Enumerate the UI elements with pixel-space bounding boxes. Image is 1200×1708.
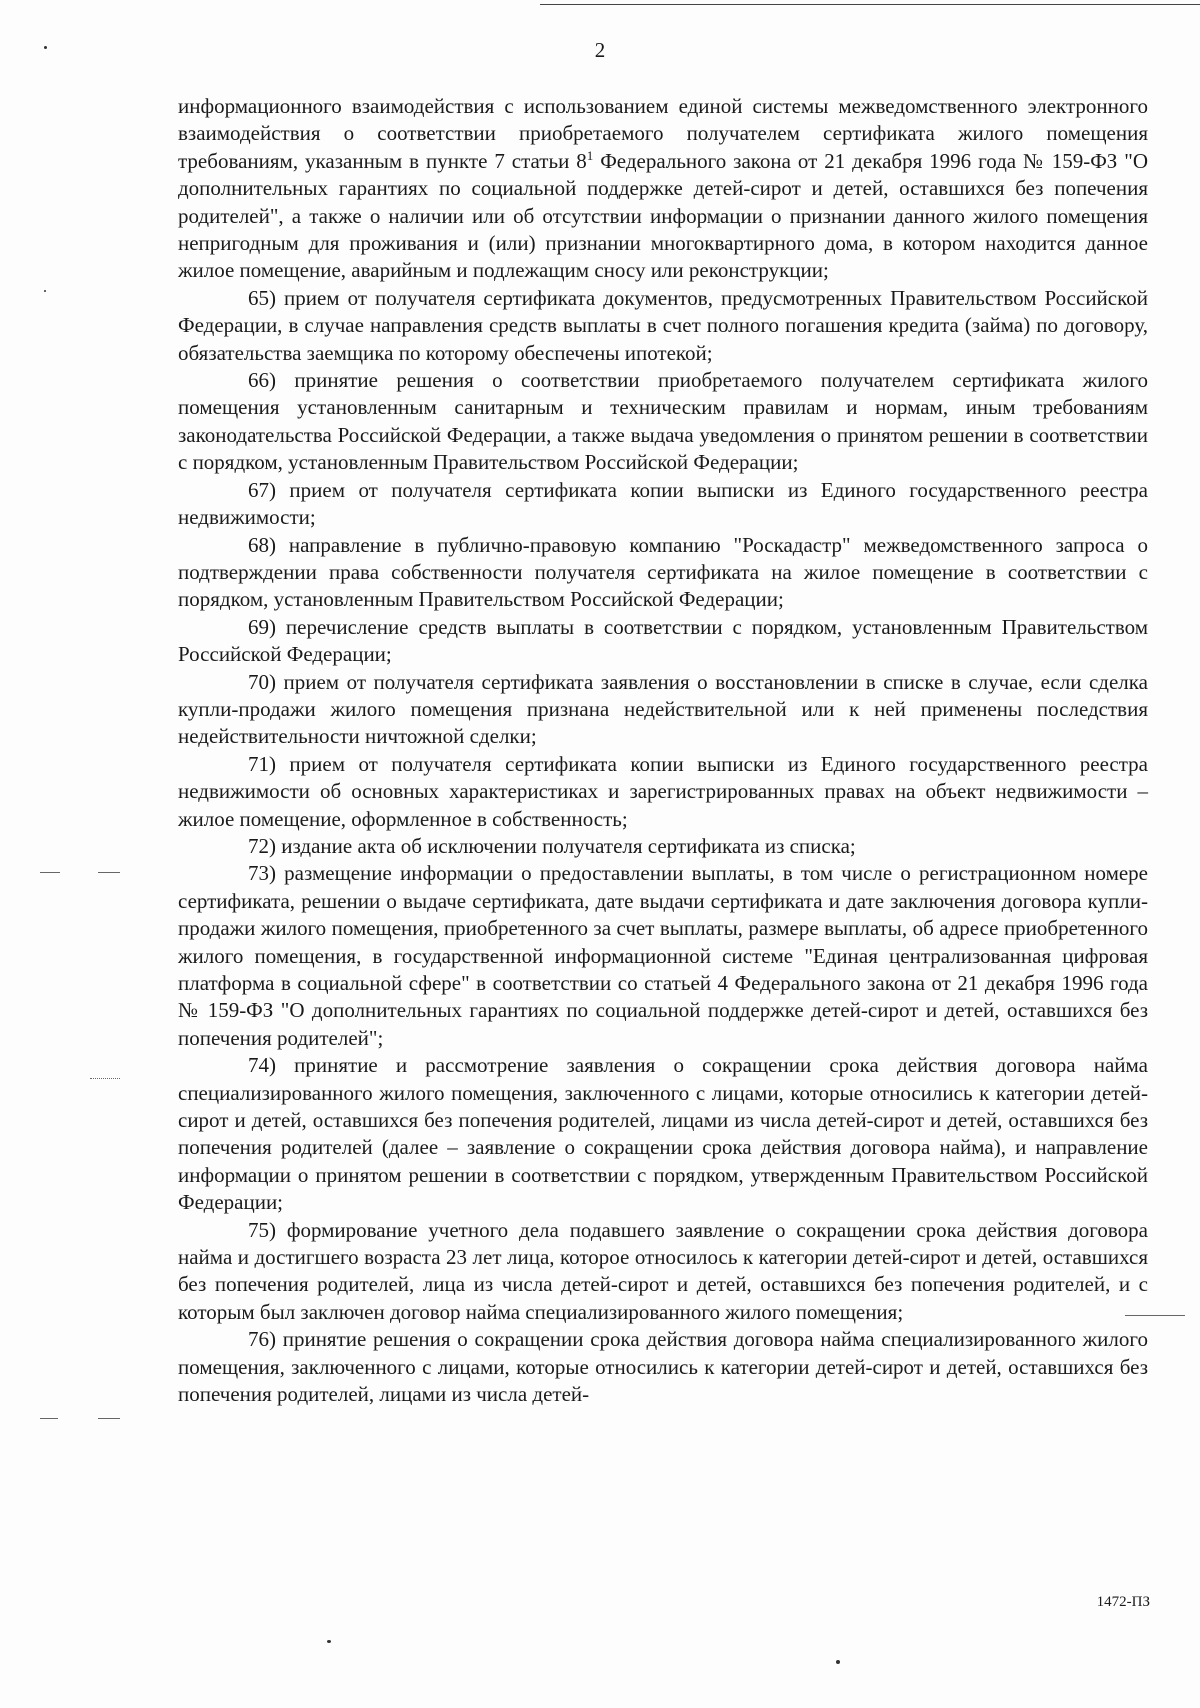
- paragraph-65: 65) прием от получателя сертификата документов, предусмотренных Правительством Российской Федерации, в случае направления средств выплаты в счет полного погашения кредита (займа) по договору, обязательства заемщика по которому обеспечены ипотекой;: [178, 285, 1148, 365]
- document-code: 1472-ПЗ: [1096, 1594, 1150, 1610]
- paragraph-73: 73) размещение информации о предоставлении выплаты, в том числе о регистрационном номере сертификата, решении о выдаче сертификата, дате выдачи сертификата и дате заключения договора купли-продажи жилого помещения, приобретенного за счет выплаты, размере выплаты, об адресе приобретенного жилого помещения, в государственной информационной системе "Единая централизованная цифровая платформа в социальной сфере" в соответствии со статьей 4 Федерального закона от 21 декабря 1996 года № 159-ФЗ "О дополнительных гарантиях по социальной поддержке детей-сирот и детей, оставшихся без попечения родителей";: [178, 861, 1148, 1050]
- scan-dash: [98, 872, 120, 873]
- scan-speck: [836, 1660, 840, 1664]
- page-number: 2: [594, 38, 606, 62]
- paragraph-76: 76) принятие решения о сокращении срока действия договора найма специализированного жилого помещения, заключенного с лицами, которые относились к категории детей-сирот и детей, оставшихся без попечения родителей, лицами из числа детей-: [178, 1327, 1148, 1407]
- superscript: 1: [586, 147, 594, 163]
- paragraph-72: 72) издание акта об исключении получателя сертификата из списка;: [248, 833, 856, 858]
- scan-dash: [90, 1078, 120, 1079]
- paragraph-74: 74) принятие и рассмотрение заявления о сокращении срока действия договора найма специализированного жилого помещения, заключенного с лицами, которые относились к категории детей-сирот и детей, оставшихся без попечения родителей, лицами из числа детей-сирот и детей, оставшихся без попечения родителей (далее – заявление о сокращении срока действия договора найма), и направление информации о принятом решении в соответствии с порядком, утвержденным Правительством Российской Федерации;: [178, 1053, 1148, 1215]
- scan-speck: [44, 46, 47, 49]
- paragraph-71: 71) прием от получателя сертификата копии выписки из Единого государственного реестра недвижимости об основных характеристиках и зарегистрированных правах на объект недвижимости – жилое помещение, оформленное в собственность;: [178, 751, 1148, 831]
- scan-dash: [98, 1418, 120, 1419]
- scan-dash: [40, 872, 60, 873]
- paragraph-68: 68) направление в публично-правовую компанию "Роскадастр" межведомственного запроса о подтверждении права собственности получателя сертификата на жилое помещение в соответствии с порядком, установленным Правительством Российской Федерации;: [178, 532, 1148, 612]
- document-body: [178, 93, 1148, 1409]
- paragraph-70: 70) прием от получателя сертификата заявления о восстановлении в списке в случае, если сделка купли-продажи жилого помещения признана недействительной или к ней применены последствия недействительности ничтожной сделки;: [178, 669, 1148, 749]
- paragraph-75: 75) формирование учетного дела подавшего заявление о сокращении срока действия договора найма и достигшего возраста 23 лет лица, которое относилось к категории детей-сирот и детей, оставшихся без попечения родителей, лица из числа детей-сирот и детей, оставшихся без попечения родителей, и с которым был заключен договор найма специализированного жилого помещения;: [178, 1217, 1148, 1324]
- paragraph-69: 69) перечисление средств выплаты в соответствии с порядком, установленным Правительством Российской Федерации;: [178, 614, 1148, 667]
- scan-dash: [1125, 1315, 1185, 1316]
- paragraph-67: 67) прием от получателя сертификата копии выписки из Единого государственного реестра недвижимости;: [178, 477, 1148, 530]
- paragraph-text-part: Федерального закона от 21 декабря 1996 года № 159-ФЗ "О дополнительных гарантиях по социальной поддержке детей-сирот и детей, оставшихся без попечения родителей", а также о наличии или об отсутствии информации о признании данного жилого помещения непригодным для проживания и (или) признании многоквартирного дома, в котором находится данное жилое помещение, аварийным и подлежащим сносу или реконструкции;: [178, 148, 1148, 283]
- paragraph-66: 66) принятие решения о соответствии приобретаемого получателем сертификата жилого помещения установленным санитарным и техническим правилам и нормам, иным требованиям законодательства Российской Федерации, а также выдача уведомления о принятом решении в соответствии с порядком, установленным Правительством Российской Федерации;: [178, 368, 1148, 475]
- scan-dash: [40, 1418, 58, 1419]
- top-rule: [540, 4, 1200, 5]
- scan-speck: [44, 290, 46, 292]
- paragraph-continuation: [178, 93, 1148, 285]
- paragraph-text-part: информационного взаимодействия с использованием единой системы межведомственного электронного взаимодействия о соответствии приобретаемого получателем сертификата жилого помещения требованиям, указанным в пункте 7 статьи 8: [178, 94, 1148, 173]
- scan-speck: [327, 1640, 331, 1643]
